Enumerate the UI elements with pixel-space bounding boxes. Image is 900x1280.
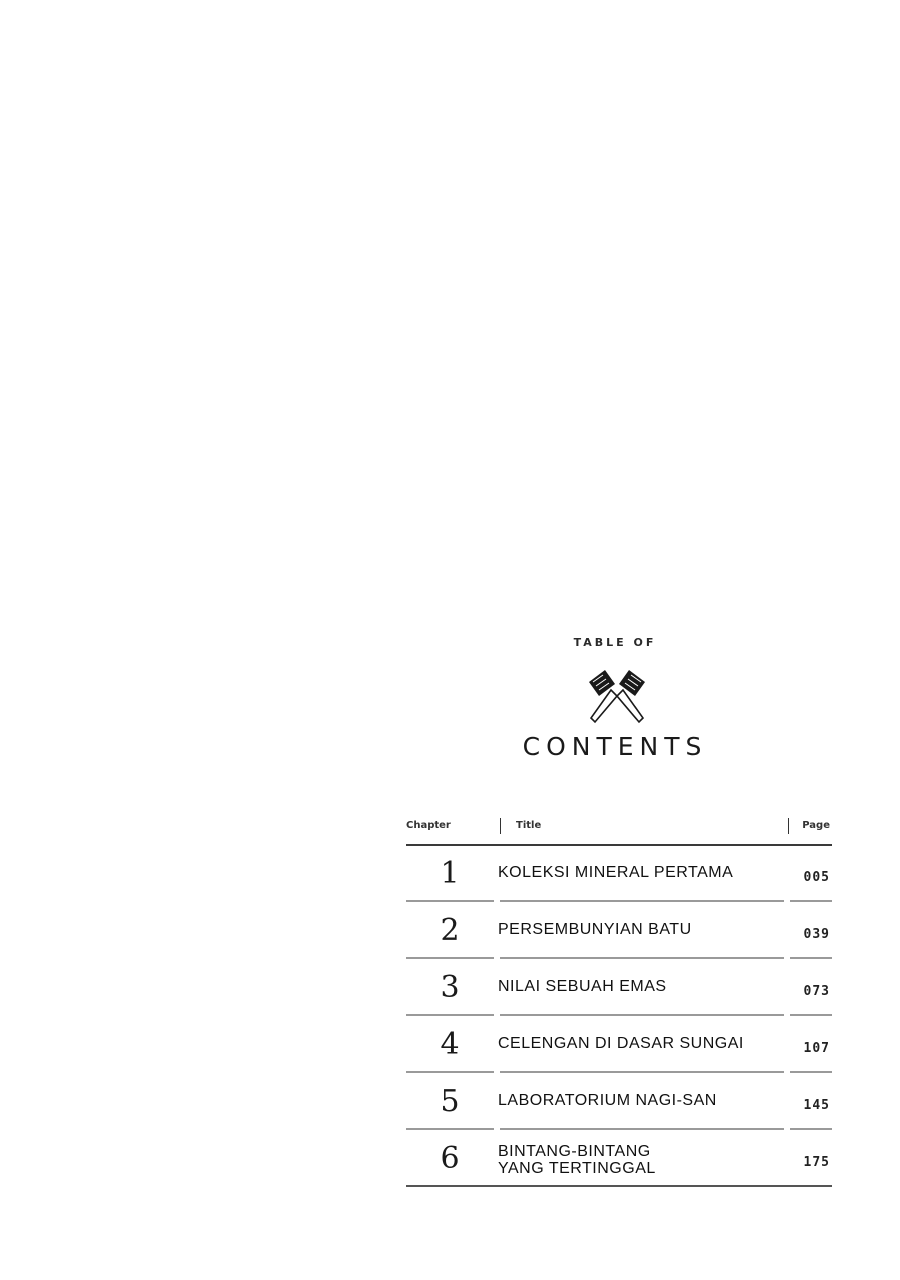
chapter-title: CELENGAN DI DASAR SUNGAI: [498, 1035, 744, 1052]
chapter-page: 039: [803, 927, 830, 942]
row-divider: [790, 957, 832, 959]
chapter-number: 4: [440, 1027, 460, 1062]
column-divider: [500, 818, 501, 834]
column-divider: [788, 818, 789, 834]
row-divider: [500, 1071, 784, 1073]
row-divider: [406, 1071, 494, 1073]
row-divider: [500, 957, 784, 959]
chapter-number: 6: [440, 1141, 460, 1176]
toc-header: [505, 636, 725, 776]
row-divider: [406, 1014, 494, 1016]
chapter-title: BINTANG-BINTANG YANG TERTINGGAL: [498, 1143, 656, 1177]
crossed-hammers-icon: [585, 668, 649, 728]
toc-row: [406, 846, 832, 903]
chapter-number: 1: [440, 856, 460, 891]
chapter-page: 107: [803, 1041, 830, 1056]
column-header-page: Page: [802, 820, 830, 831]
toc-table: [406, 812, 832, 1188]
chapter-page: 073: [803, 984, 830, 999]
column-header-title: Title: [516, 820, 542, 831]
chapter-number: 5: [440, 1084, 460, 1119]
chapter-title: PERSEMBUNYIAN BATU: [498, 921, 692, 938]
chapter-number: 2: [440, 913, 460, 948]
row-divider: [790, 900, 832, 902]
row-divider: [790, 1071, 832, 1073]
row-divider: [406, 957, 494, 959]
toc-row: [406, 1131, 832, 1188]
row-divider: [406, 1128, 494, 1130]
toc-row: [406, 960, 832, 1017]
toc-row: [406, 903, 832, 960]
toc-row: [406, 1017, 832, 1074]
contents-title: CONTENTS: [522, 732, 708, 761]
toc-column-headers: [406, 812, 832, 846]
chapter-title: NILAI SEBUAH EMAS: [498, 978, 667, 995]
chapter-number: 3: [440, 970, 460, 1005]
row-divider: [790, 1014, 832, 1016]
chapter-page: 145: [803, 1098, 830, 1113]
row-divider: [500, 900, 784, 902]
row-divider: [790, 1128, 832, 1130]
table-of-label: TABLE OF: [573, 636, 657, 649]
chapter-title: LABORATORIUM NAGI-SAN: [498, 1092, 717, 1109]
table-bottom-rule: [406, 1185, 832, 1187]
row-divider: [406, 900, 494, 902]
row-divider: [500, 1128, 784, 1130]
chapter-page: 175: [803, 1155, 830, 1170]
chapter-page: 005: [803, 870, 830, 885]
toc-row: [406, 1074, 832, 1131]
chapter-title: KOLEKSI MINERAL PERTAMA: [498, 864, 734, 881]
column-header-chapter: Chapter: [406, 820, 451, 831]
row-divider: [500, 1014, 784, 1016]
